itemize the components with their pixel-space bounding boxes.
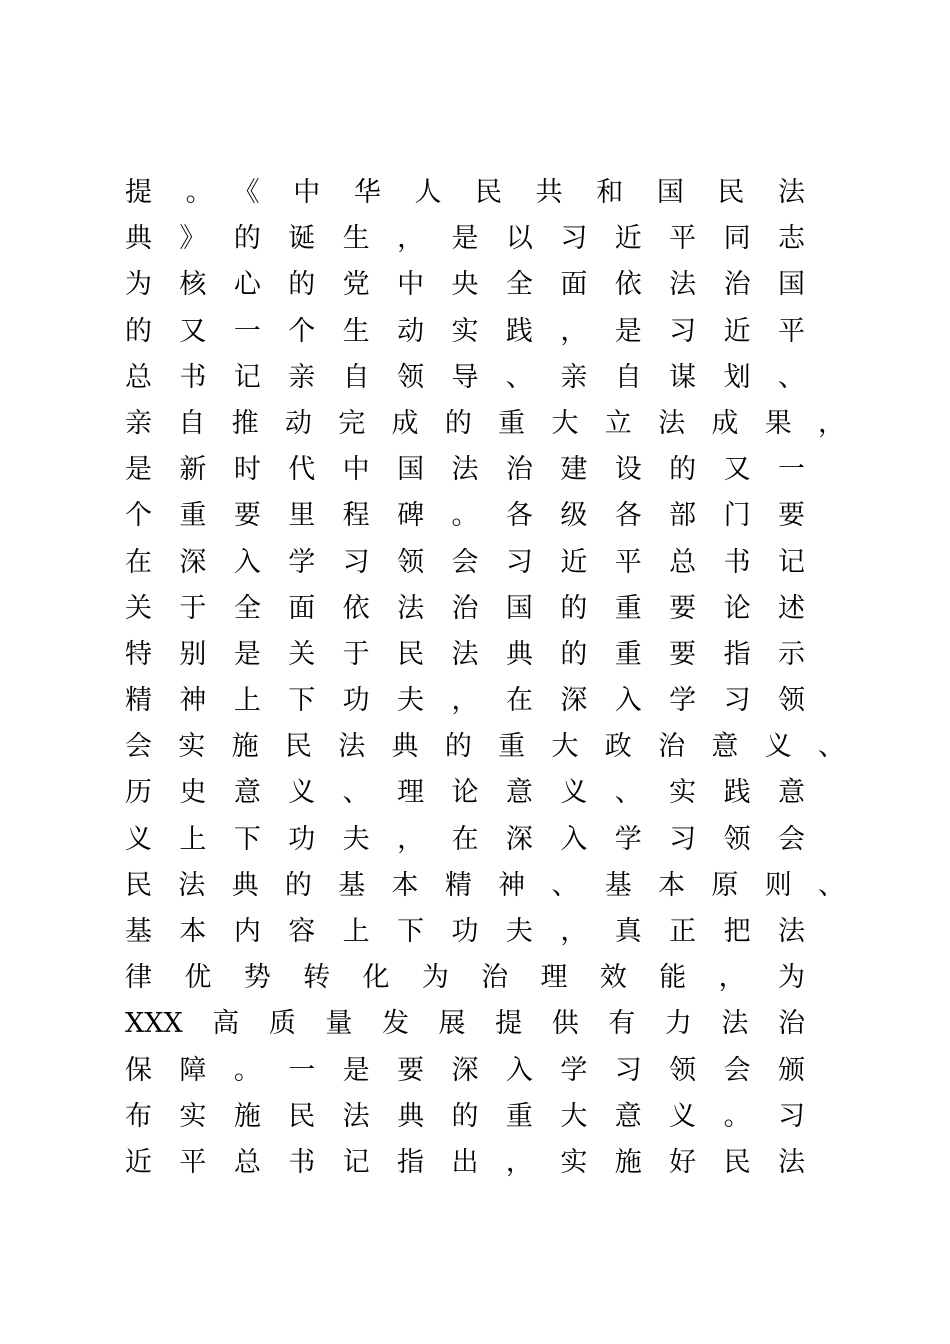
text-line: 历史意义、理论意义、实践意 xyxy=(125,777,805,809)
text-line: 提。《中华人民共和国民法 xyxy=(125,177,805,208)
text-line: 为核心的党中央全面依法治国 xyxy=(125,269,805,301)
text-line: 义上下功夫，在深入学习领会 xyxy=(125,823,805,855)
text-line: 在深入学习领会习近平总书记 xyxy=(125,546,805,578)
text-line: 基本内容上下功夫，真正把法 xyxy=(125,916,805,947)
text-line: 的又一个生动实践，是习近平 xyxy=(125,315,805,347)
text-line: 关于全面依法治国的重要论述 xyxy=(125,592,805,624)
text-line: 总书记亲自领导、亲自谋划、 xyxy=(125,361,805,393)
text-line: 典》的诞生，是以习近平同志 xyxy=(125,223,805,255)
text-line: 会实施民法典的重大政治意义、 xyxy=(125,731,845,763)
text-line: 布实施民法典的重大意义。习 xyxy=(125,1100,805,1132)
text-line: 精神上下功夫，在深入学习领 xyxy=(125,685,805,717)
text-line: 民法典的基本精神、基本原则、 xyxy=(125,869,845,901)
body-text xyxy=(125,170,845,1186)
text-line: 是新时代中国法治建设的又一 xyxy=(125,454,805,486)
text-line: 近平总书记指出，实施好民法 xyxy=(125,1146,805,1178)
text-line: 亲自推动完成的重大立法成果， xyxy=(125,407,845,439)
text-line: 个重要里程碑。各级各部门要 xyxy=(125,500,805,532)
text-line: 律优势转化为治理效能，为 xyxy=(125,962,805,994)
text-line: 保障。一是要深入学习领会颁 xyxy=(125,1054,805,1086)
text-line: XXX高质量发展提供有力法治 xyxy=(125,1008,805,1040)
text-line: 特别是关于民法典的重要指示 xyxy=(125,638,805,670)
